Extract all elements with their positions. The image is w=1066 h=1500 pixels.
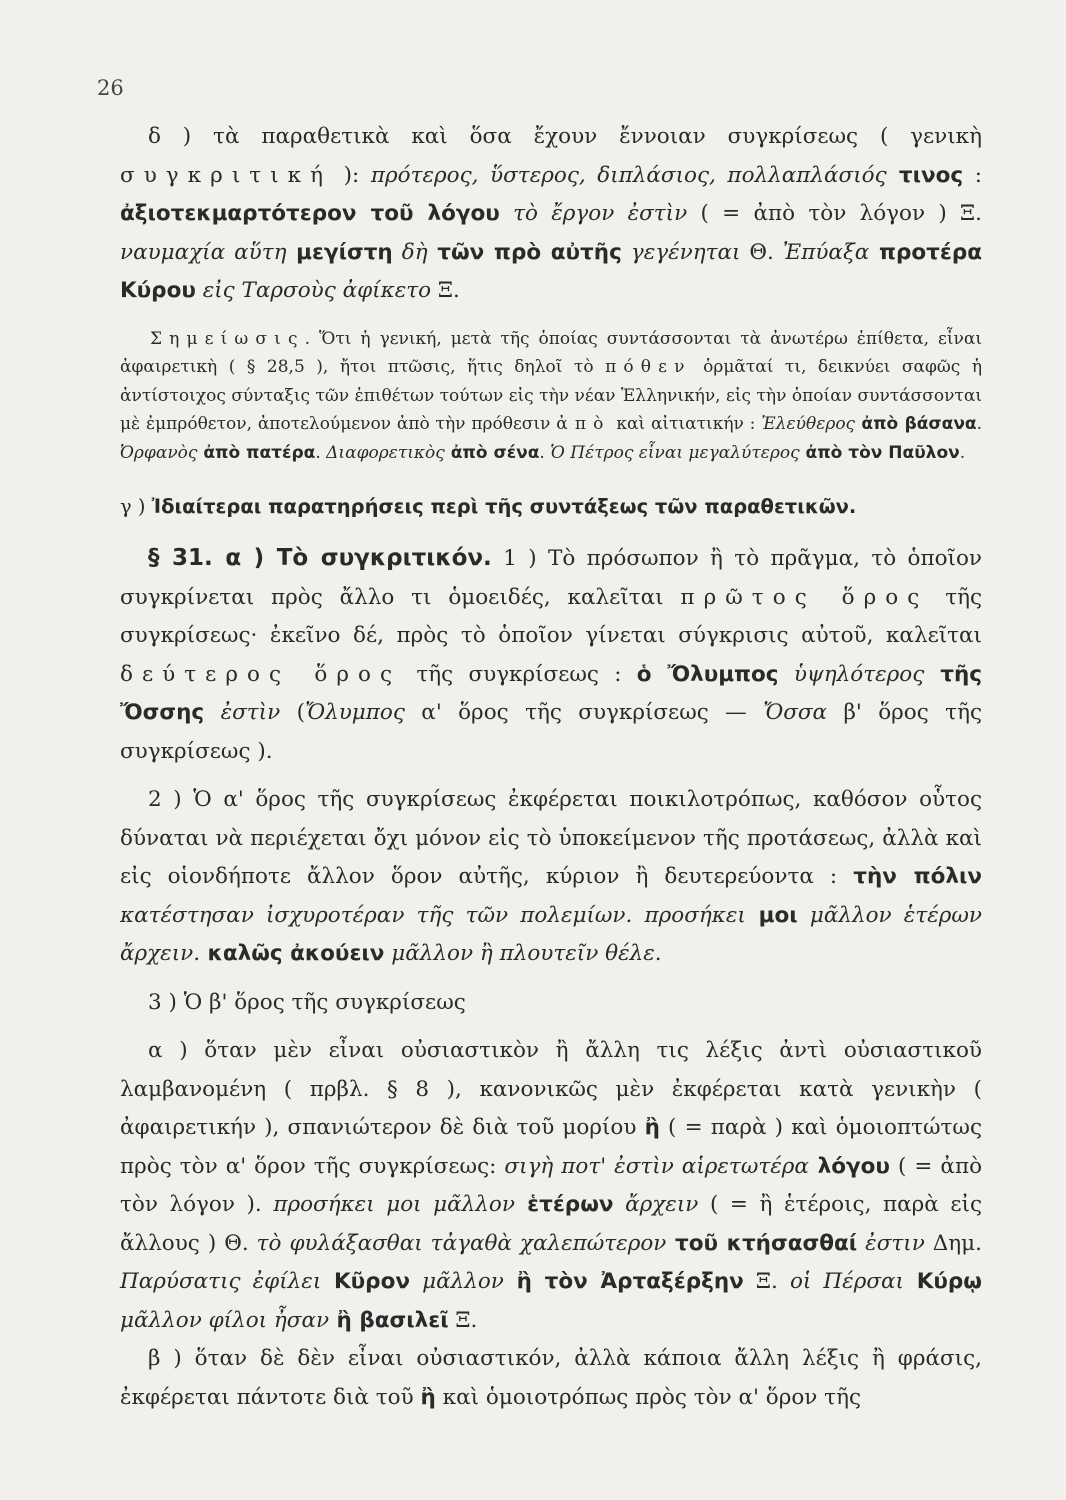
italic-text: ἐστιν [865,1230,925,1256]
bold-text: ἀπὸ τὸν Παῦλον [799,442,960,463]
text-run: : [963,162,982,188]
spaced-text: Σημείωσις [150,328,305,349]
text-run [410,1269,422,1294]
text-run [500,201,513,226]
italic-text: μᾶλλον [422,1269,504,1294]
spaced-text: δεύτερος ὅρος [120,661,402,687]
italic-text: Ἐλεύθερος [761,414,856,434]
text-run: β' ὅρος τῆς συγκρίσεως ). [120,700,982,764]
subheading-gamma [120,491,982,523]
text-run: β ) ὅταν δὲ δὲν εἶναι οὐσιαστικόν, ἀλλὰ κάποια ἄλλη λέξις ἢ φράσις, ἐκφέρεται πάντοτε διὰ τοῦ [120,1346,982,1410]
italic-text: προσήκει μοι μᾶλλον [273,1192,515,1217]
text-run: 3 ) Ὁ β' ὅρος τῆς συγκρίσεως [148,989,466,1015]
italic-text: Ὀρφανὸς [120,442,198,463]
italic-text: μᾶλλον φίλοι ἦσαν [120,1307,330,1333]
italic-text: κατέστησαν ἰσχυροτέραν τῆς τῶν πολεμίων. προσήκει [120,902,746,928]
text-run: Ξ. [431,278,460,303]
text-run: ὁρμᾶταί τι, δεικνύει σαφῶς ἡ ἀντίστοιχος σύνταξις τῶν ἐπιθέτων τούτων εἰς τὴν νέαν Ἑλληνικήν, εἰς τὴν ὁποίαν συντάσσονται μὲ ἐμπρόθετον, ἀποτελούμενον ἀπὸ τὴν πρόθεσιν [120,357,982,434]
bold-text: ὁ Ὄλυμπος [636,661,779,687]
italic-text: δὴ [401,239,428,265]
text-run: ( = παρὰ ) καὶ ὁμοιοπτώτως πρὸς τὸν α' ὅρον τῆς συγκρίσεως: [120,1115,982,1179]
bold-text: ἀπὸ πατέρα [197,442,316,463]
bold-text: τὴν πόλιν [853,864,982,889]
text-run: καὶ αἰτιατικήν : [610,414,762,434]
text-run: καὶ ὁμοιοτρόπως πρὸς τὸν α' ὅρον τῆς [435,1384,861,1410]
text-run: ( = ἀπὸ τὸν λόγον ). [120,1153,983,1217]
spaced-text: πρῶτος ὅρος [680,584,929,610]
text-run: . [315,442,327,463]
italic-text: ναυμαχία αὕτη [120,239,287,265]
paragraph-delta [120,118,982,311]
italic-text: εἰς Ταρσοὺς ἀφίκετο [202,278,432,303]
bold-text: τῆς Ὄσσης [120,661,983,725]
text-run [779,662,794,687]
bold-text: καλῶς ἀκούειν [200,941,385,966]
text-run [196,278,203,303]
text-run: α' ὅρος τῆς συγκρίσεως — [404,700,764,725]
bold-text: ἢ τὸν Ἀρταξέρξην [503,1269,744,1294]
italic-text: πρότερος, ὕστερος, διπλάσιος, πολλαπλάσιός [370,162,887,188]
text-run: ( = ἀπὸ τὸν λόγον ) Ξ. [687,201,982,226]
bold-text: ἢ βασιλεῖ [329,1307,449,1333]
text-run: ( [280,700,305,725]
bold-text: τινος [886,162,964,188]
bold-text: Κύρῳ [903,1269,982,1294]
bold-text: τῶν πρὸ αὐτῆς [427,239,622,265]
text-run: . [959,442,966,463]
paragraph-3 [120,984,982,1023]
text-run: Θ. [740,239,783,265]
italic-text: ὑψηλότερος [793,661,925,687]
italic-text: γεγένηται [630,239,741,265]
bold-text: λόγου [808,1153,890,1179]
bold-text: ἀπὸ βάσανα [855,414,977,434]
italic-text: Παρύσατις ἐφίλει [120,1269,322,1294]
spaced-text: συγκριτική [120,162,333,188]
page-number: 26 [97,76,124,100]
bold-text: τοῦ κτήσασθαί [666,1230,858,1256]
bold-text: ἀξιοτεκμαρτότερον τοῦ λόγου [120,201,500,226]
text-run [857,1231,865,1256]
italic-text: ἄρχειν [625,1192,699,1217]
text-run: 1 ) Τὸ πρόσωπον ἢ τὸ πρᾶγμα, τὸ ὁποῖον συγκρίνεται πρὸς ἄλλο τι ὁμοειδές, καλεῖται [120,546,982,610]
text-run: . [976,414,982,434]
italic-text: Ὄλυμπος [304,700,405,725]
italic-text: μᾶλλον ἢ πλουτεῖν θέλε. [391,941,662,966]
paragraph-2 [120,781,982,974]
spaced-text: ἀπὸ [556,414,611,434]
text-run [614,1192,626,1217]
text-run [393,240,402,265]
bold-text: Κῦρον [321,1269,410,1294]
text-run [204,700,220,725]
text-run: α ) ὅταν μὲν εἶναι οὐσιαστικὸν ἢ ἄλλη τις λέξις ἀντὶ οὐσιαστικοῦ λαμβανομένη ( πρβλ. § 8 ), κανονικῶς μὲν ἐκφέρεται κατὰ γενικὴν ( ἀφαιρετικήν ), σπανιώτερον δὲ διὰ τοῦ μορίου [120,1038,982,1140]
bold-text: ἢ [644,1115,660,1140]
text-run: Ξ. [448,1307,478,1333]
text-run [622,240,631,265]
text-run: . [539,442,551,463]
text-run: τῆς συγκρίσεως : [401,661,637,687]
bold-text: προτέρα Κύρου [120,239,982,303]
italic-text: Ὁ Πέτρος εἶναι μεγαλύτερος [550,442,800,463]
paragraph-3-beta [120,1340,982,1417]
text-run: γ ) [120,495,152,518]
bold-text: Ἰδιαίτεραι παρατηρήσεις περὶ τῆς συντάξεως τῶν παραθετικῶν. [151,495,857,518]
italic-text: ἐστὶν [220,700,281,725]
text-run: Δημ. [924,1230,982,1256]
bold-text: μοι [745,902,798,928]
text-run: ( = ἢ ἑτέροις, παρὰ εἰς ἄλλους ) Θ. [120,1192,982,1256]
page-body [120,118,982,1417]
italic-text: σιγὴ ποτ' ἐστὶν αἱρετωτέρα [504,1153,809,1179]
italic-text: τὸ ἔργον ἐστὶν [513,201,688,226]
italic-text: Ὄσσα [763,700,828,725]
text-run: 2 ) Ὁ α' ὅρος τῆς συγκρίσεως ἐκφέρεται ποικιλοτρόπως, καθόσον οὗτος δύναται νὰ περιέχεται ὄχι μόνον εἰς τὸ ὑποκείμενον τῆς προτάσεως, ἀλλὰ καὶ εἰς οἱονδήποτε ἄλλον ὅρον αὐτῆς, κύριον ἢ δευτερεύοντα : [120,787,982,889]
italic-text: Ἐπύαξα [782,239,870,265]
note-paragraph [120,325,982,468]
paragraph-3-alpha [120,1032,982,1340]
italic-text: μᾶλλον ἑτέρων ἄρχειν. [120,902,982,966]
bold-text: ἑτέρων [514,1192,614,1217]
bold-text: ἢ [420,1384,436,1410]
italic-text: οἱ Πέρσαι [789,1269,904,1294]
italic-text: τὸ φυλάξασθαι τἀγαθὰ χαλεπώτερον [256,1230,667,1256]
text-run: Ξ. [743,1269,790,1294]
bold-text: ἀπὸ σένα [444,442,540,463]
text-run: ): [332,162,371,188]
spaced-text: πόθεν [605,357,692,377]
bold-heading: § 31. α ) Τὸ συγκριτικόν. [148,545,492,571]
text-run: δ ) τὰ παραθετικὰ καὶ ὅσα ἔχουν ἔννοιαν συγκρίσεως ( γενικὴ [148,124,982,149]
text-run [798,903,810,928]
text-run: τῆς συγκρίσεως· ἐκεῖνο δέ, πρὸς τὸ ὁποῖον γίνεται σύγκρισις αὐτοῦ, καλεῖται [120,584,983,648]
bold-text: μεγίστη [286,239,393,265]
text-run: . Ὅτι ἡ γενική, μετὰ τῆς ὁποίας συντάσσονται τὰ ἀνωτέρω ἐπίθετα, εἶναι ἀφαιρετικὴ ( § 28,5 ), ἤτοι πτῶσις, ἥτις δηλοῖ τὸ [120,328,982,377]
italic-text: Διαφορετικὸς [326,442,445,463]
section-31-paragraph [120,539,982,771]
